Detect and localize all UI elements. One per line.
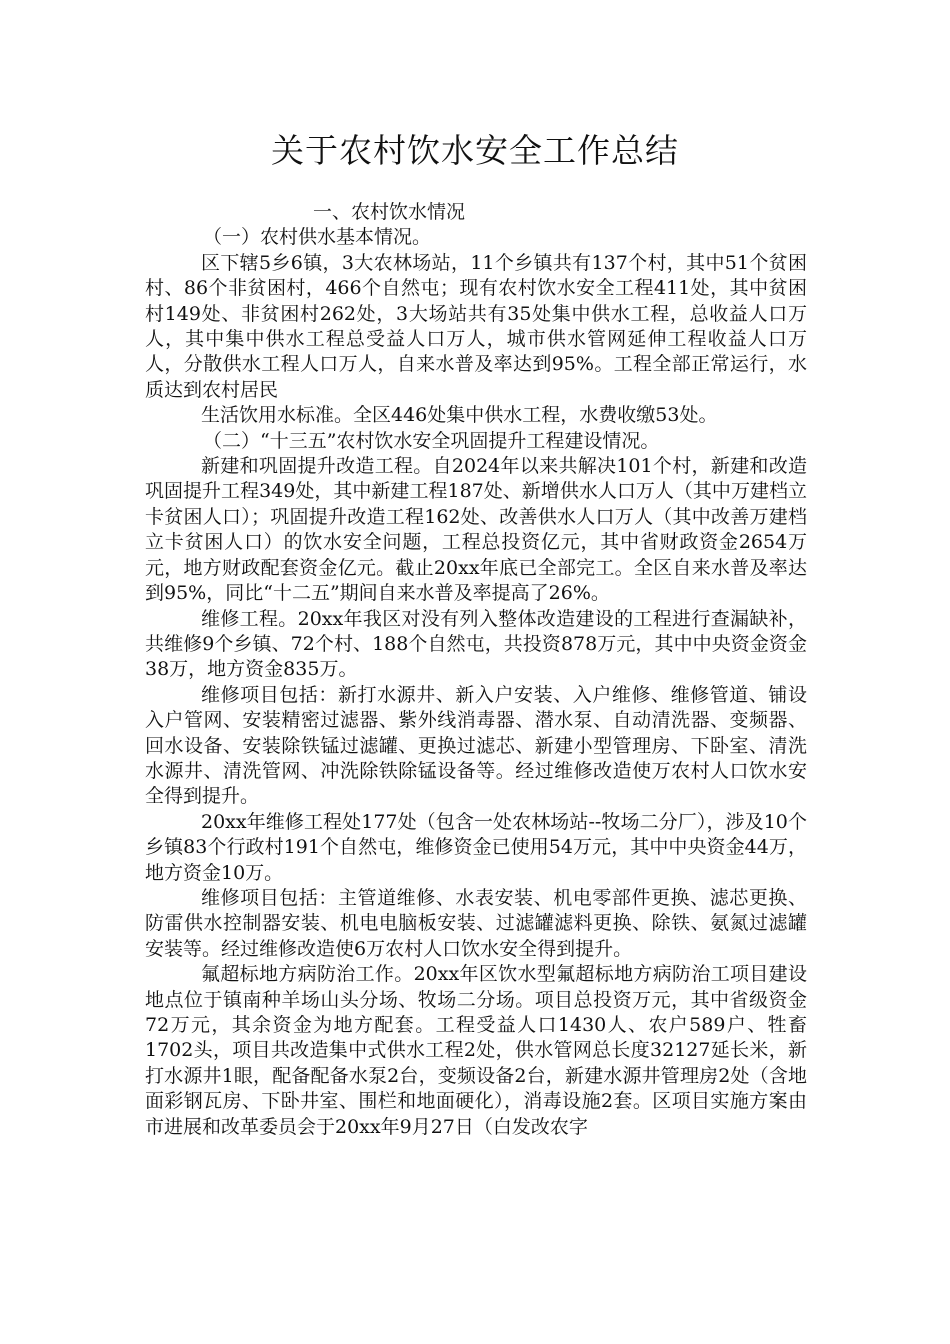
paragraph: 维修项目包括：新打水源井、新入户安装、入户维修、维修管道、铺设入户管网、安装精密过滤器、紫外线消毒器、潜水泵、自动清洗器、变频器、回水设备、安装除铁锰过滤罐、更换过滤芯、新建小型管理房、下卧室、清洗水源井、清洗管网、冲洗除铁除锰设备等。经过维修改造使万农村人口饮水安全得到提升。: [145, 683, 807, 808]
paragraph: 氟超标地方病防治工作。20xx年区饮水型氟超标地方病防治工项目建设地点位于镇南种羊场山头分场、牧场二分场。项目总投资万元，其中省级资金72万元，其余资金为地方配套。工程受益人口1430人、农户589户、牲畜1702头，项目共改造集中式供水工程2处，供水管网总长度32127延长米，新打水源井1眼，配备配备水泵2台，变频设备2台，新建水源井管理房2处（含地面彩钢瓦房、下卧井室、围栏和地面硬化），消毒设施2套。区项目实施方案由市进展和改革委员会于20xx年9月27日（白发改农字: [145, 963, 807, 1138]
paragraph: 维修工程。20xx年我区对没有列入整体改造建设的工程进行查漏缺补，共维修9个乡镇、72个村、188个自然屯，共投资878万元，其中中央资金资金38万，地方资金835万。: [145, 607, 807, 681]
section-heading: 一、农村饮水情况: [313, 201, 466, 223]
subsection-heading: （一）农村供水基本情况。: [203, 226, 432, 249]
paragraph: 20xx年维修工程处177处（包含一处农林场站--牧场二分厂），涉及10个乡镇83个行政村191个自然屯，维修资金已使用54万元，其中中央资金44万，地方资金10万。: [145, 810, 807, 884]
document-title: 关于农村饮水安全工作总结: [271, 131, 679, 170]
paragraph: 区下辖5乡6镇，3大农林场站，11个乡镇共有137个村，其中51个贫困村、86个非贫困村，466个自然屯；现有农村饮水安全工程411处，其中贫困村149处、非贫困村262处，3大场站共有35处集中供水工程，总收益人口万人，其中集中供水工程总受益人口万人，城市供水管网延伸工程收益人口万人，分散供水工程人口万人，自来水普及率达到95%。工程全部正常运行，水质达到农村居民: [145, 251, 807, 401]
document-body: [145, 200, 807, 1140]
paragraph: 新建和巩固提升改造工程。自2024年以来共解决101个村，新建和改造巩固提升工程349处，其中新建工程187处、新增供水人口万人（其中万建档立卡贫困人口）；巩固提升改造工程162处、改善供水人口万人（其中改善万建档立卡贫困人口）的饮水安全问题，工程总投资亿元，其中省财政资金2654万元，地方财政配套资金亿元。截止20xx年底已全部完工。全区自来水普及率达到95%，同比“十二五”期间自来水普及率提高了26%。: [145, 455, 807, 605]
paragraph: 维修项目包括：主管道维修、水表安装、机电零部件更换、滤芯更换、防雷供水控制器安装、机电电脑板安装、过滤罐滤料更换、除铁、氨氮过滤罐安装等。经过维修改造使6万农村人口饮水安全得到提升。: [145, 886, 807, 960]
paragraph: 生活饮用水标准。全区446处集中供水工程，水费收缴53处。: [201, 404, 718, 427]
subsection-heading: （二）“十三五”农村饮水安全巩固提升工程建设情况。: [203, 429, 660, 452]
